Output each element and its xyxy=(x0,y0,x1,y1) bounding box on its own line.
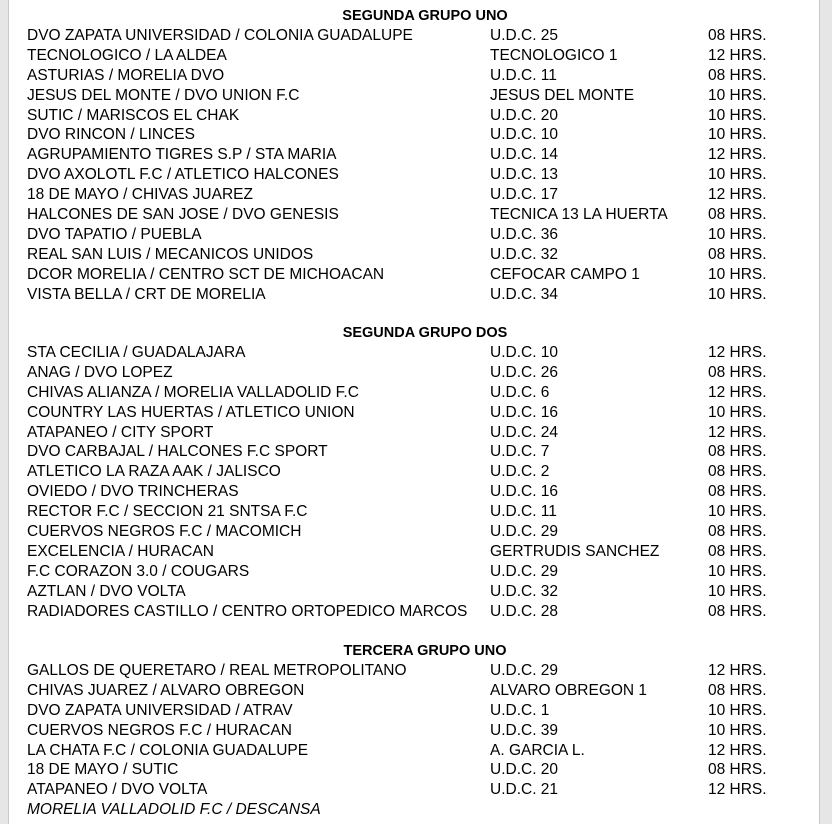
fixture-row xyxy=(27,265,807,285)
match-venue: U.D.C. 34 xyxy=(490,285,559,303)
match-time: 08 HRS. xyxy=(708,602,767,620)
match-time: 08 HRS. xyxy=(708,681,767,699)
match-venue: U.D.C. 13 xyxy=(490,166,559,184)
match-teams: DVO AXOLOTL F.C / ATLETICO HALCONES xyxy=(27,166,339,184)
match-teams: ATAPANEO / CITY SPORT xyxy=(27,423,214,441)
match-teams: REAL SAN LUIS / MECANICOS UNIDOS xyxy=(27,245,314,263)
fixture-row xyxy=(27,26,807,46)
match-teams: DVO CARBAJAL / HALCONES F.C SPORT xyxy=(27,443,328,461)
fixture-row xyxy=(27,442,807,462)
match-venue: U.D.C. 2 xyxy=(490,463,550,481)
match-venue: U.D.C. 24 xyxy=(490,423,559,441)
match-teams: DVO ZAPATA UNIVERSIDAD / ATRAV xyxy=(27,701,293,719)
match-time: 08 HRS. xyxy=(708,542,767,560)
match-time: 08 HRS. xyxy=(708,206,767,224)
match-venue: CEFOCAR CAMPO 1 xyxy=(490,265,640,283)
fixture-row xyxy=(27,681,807,701)
match-teams: STA CECILIA / GUADALAJARA xyxy=(27,344,246,361)
match-venue: U.D.C. 14 xyxy=(490,146,559,164)
fixture-row xyxy=(27,165,807,185)
match-teams: VISTA BELLA / CRT DE MORELIA xyxy=(27,285,266,303)
match-time: 12 HRS. xyxy=(708,186,767,204)
match-time: 12 HRS. xyxy=(708,146,767,164)
match-venue: U.D.C. 11 xyxy=(490,66,557,84)
match-venue: U.D.C. 1 xyxy=(490,701,550,719)
match-teams: CUERVOS NEGROS F.C / HURACAN xyxy=(27,721,292,739)
fixture-row xyxy=(27,66,807,86)
match-venue: U.D.C. 21 xyxy=(490,781,559,799)
fixture-row xyxy=(27,582,807,602)
match-teams: CUERVOS NEGROS F.C / MACOMICH xyxy=(27,523,302,541)
fixture-list xyxy=(27,343,807,621)
match-teams: JESUS DEL MONTE / DVO UNION F.C xyxy=(27,86,300,104)
fixture-row xyxy=(27,46,807,66)
match-teams: GALLOS DE QUERETARO / REAL METROPOLITANO xyxy=(27,662,407,679)
match-teams: TECNOLOGICO / LA ALDEA xyxy=(27,46,227,64)
fixture-row xyxy=(27,760,807,780)
fixture-row xyxy=(27,721,807,741)
match-teams: LA CHATA F.C / COLONIA GUADALUPE xyxy=(27,741,309,759)
match-time: 12 HRS. xyxy=(708,662,767,679)
fixture-row xyxy=(27,780,807,800)
fixture-row xyxy=(27,205,807,225)
match-venue: U.D.C. 29 xyxy=(490,662,559,679)
match-venue: U.D.C. 39 xyxy=(490,721,559,739)
match-venue: U.D.C. 7 xyxy=(490,443,550,461)
match-venue: U.D.C. 11 xyxy=(490,503,557,521)
match-teams: F.C CORAZON 3.0 / COUGARS xyxy=(27,562,250,580)
match-time: 08 HRS. xyxy=(708,443,767,461)
fixture-list xyxy=(27,26,807,304)
match-time: 12 HRS. xyxy=(708,383,767,401)
match-venue: U.D.C. 25 xyxy=(490,27,559,44)
match-venue: U.D.C. 20 xyxy=(490,761,559,779)
match-time: 08 HRS. xyxy=(708,761,767,779)
match-time: 10 HRS. xyxy=(708,701,767,719)
rest-note-row xyxy=(27,800,807,820)
match-time: 10 HRS. xyxy=(708,503,767,521)
fixture-row xyxy=(27,145,807,165)
match-time: 12 HRS. xyxy=(708,46,767,64)
match-teams: ANAG / DVO LOPEZ xyxy=(27,363,173,381)
match-teams: EXCELENCIA / HURACAN xyxy=(27,542,214,560)
fixture-row xyxy=(27,502,807,522)
match-venue: A. GARCIA L. xyxy=(490,741,585,759)
match-venue: JESUS DEL MONTE xyxy=(490,86,635,104)
match-venue: U.D.C. 36 xyxy=(490,225,559,243)
match-time: 12 HRS. xyxy=(708,741,767,759)
section-title: SEGUNDA GRUPO UNO xyxy=(342,8,508,24)
match-venue: U.D.C. 28 xyxy=(490,602,559,620)
match-teams: SUTIC / MARISCOS EL CHAK xyxy=(27,106,240,124)
match-time: 10 HRS. xyxy=(708,582,767,600)
section-tercera-grupo-uno xyxy=(27,641,807,820)
fixture-row xyxy=(27,542,807,562)
match-teams: AZTLAN / DVO VOLTA xyxy=(27,582,186,600)
match-teams: 18 DE MAYO / CHIVAS JUAREZ xyxy=(27,186,253,204)
fixture-row xyxy=(27,482,807,502)
match-venue: GERTRUDIS SANCHEZ xyxy=(490,542,660,560)
section-segunda-grupo-dos xyxy=(27,323,807,621)
match-venue: U.D.C. 29 xyxy=(490,562,559,580)
match-venue: ALVARO OBREGON 1 xyxy=(490,681,648,699)
fixture-row xyxy=(27,245,807,265)
section-title: SEGUNDA GRUPO DOS xyxy=(342,325,508,341)
match-time: 10 HRS. xyxy=(708,166,767,184)
match-teams: DVO RINCON / LINCES xyxy=(27,126,195,144)
match-venue: U.D.C. 20 xyxy=(490,106,559,124)
fixture-row xyxy=(27,285,807,305)
match-time: 08 HRS. xyxy=(708,483,767,501)
match-time: 10 HRS. xyxy=(708,721,767,739)
fixture-row xyxy=(27,522,807,542)
fixture-row xyxy=(27,562,807,582)
fixture-row xyxy=(27,383,807,403)
match-time: 10 HRS. xyxy=(708,562,767,580)
match-venue: U.D.C. 16 xyxy=(490,403,559,421)
match-time: 10 HRS. xyxy=(708,285,767,303)
match-teams: AGRUPAMIENTO TIGRES S.P / STA MARIA xyxy=(27,146,337,164)
match-venue: U.D.C. 10 xyxy=(490,126,559,144)
fixture-row xyxy=(27,462,807,482)
fixture-row xyxy=(27,363,807,383)
match-teams: HALCONES DE SAN JOSE / DVO GENESIS xyxy=(27,206,339,224)
fixture-row xyxy=(27,185,807,205)
match-teams: DCOR MORELIA / CENTRO SCT DE MICHOACAN xyxy=(27,265,385,283)
match-teams: 18 DE MAYO / SUTIC xyxy=(27,761,179,779)
match-time: 10 HRS. xyxy=(708,265,767,283)
match-teams: CHIVAS ALIANZA / MORELIA VALLADOLID F.C xyxy=(27,383,359,401)
match-teams: CHIVAS JUAREZ / ALVARO OBREGON xyxy=(27,681,305,699)
match-time: 08 HRS. xyxy=(708,523,767,541)
match-teams: DVO TAPATIO / PUEBLA xyxy=(27,225,202,243)
match-time: 10 HRS. xyxy=(708,106,767,124)
rest-note: MORELIA VALLADOLID F.C / DESCANSA xyxy=(27,801,321,819)
fixture-row xyxy=(27,423,807,443)
fixture-row xyxy=(27,343,807,363)
match-time: 08 HRS. xyxy=(708,463,767,481)
match-time: 08 HRS. xyxy=(708,27,767,44)
match-venue: U.D.C. 17 xyxy=(490,186,559,204)
match-time: 10 HRS. xyxy=(708,403,767,421)
match-teams: DVO ZAPATA UNIVERSIDAD / COLONIA GUADALUPE xyxy=(27,27,413,44)
document-page xyxy=(8,0,820,824)
match-time: 10 HRS. xyxy=(708,86,767,104)
fixture-row xyxy=(27,86,807,106)
match-time: 10 HRS. xyxy=(708,126,767,144)
match-teams: ASTURIAS / MORELIA DVO xyxy=(27,66,225,84)
match-venue: U.D.C. 26 xyxy=(490,363,559,381)
match-teams: RECTOR F.C / SECCION 21 SNTSA F.C xyxy=(27,503,308,521)
match-venue: TECNICA 13 LA HUERTA xyxy=(490,206,668,224)
match-time: 08 HRS. xyxy=(708,66,767,84)
match-time: 12 HRS. xyxy=(708,781,767,799)
match-time: 08 HRS. xyxy=(708,245,767,263)
fixture-row xyxy=(27,403,807,423)
section-title: TERCERA GRUPO UNO xyxy=(343,643,507,659)
match-time: 12 HRS. xyxy=(708,423,767,441)
match-teams: ATAPANEO / DVO VOLTA xyxy=(27,781,208,799)
section-segunda-grupo-uno xyxy=(27,6,807,304)
match-teams: ATLETICO LA RAZA AAK / JALISCO xyxy=(27,463,281,481)
match-time: 12 HRS. xyxy=(708,344,767,361)
match-venue: U.D.C. 6 xyxy=(490,383,550,401)
fixture-row xyxy=(27,225,807,245)
fixture-list xyxy=(27,661,807,800)
match-venue: U.D.C. 29 xyxy=(490,523,559,541)
match-teams: OVIEDO / DVO TRINCHERAS xyxy=(27,483,239,501)
match-time: 10 HRS. xyxy=(708,225,767,243)
fixture-row xyxy=(27,125,807,145)
fixture-row xyxy=(27,661,807,681)
fixture-row xyxy=(27,602,807,622)
fixture-row xyxy=(27,106,807,126)
fixture-row xyxy=(27,701,807,721)
match-venue: U.D.C. 32 xyxy=(490,582,559,600)
match-venue: U.D.C. 10 xyxy=(490,344,559,361)
match-venue: U.D.C. 16 xyxy=(490,483,559,501)
match-teams: RADIADORES CASTILLO / CENTRO ORTOPEDICO MARCOS xyxy=(27,602,468,620)
match-time: 08 HRS. xyxy=(708,363,767,381)
match-venue: TECNOLOGICO 1 xyxy=(490,46,618,64)
match-teams: COUNTRY LAS HUERTAS / ATLETICO UNION xyxy=(27,403,355,421)
fixture-row xyxy=(27,741,807,761)
match-venue: U.D.C. 32 xyxy=(490,245,559,263)
